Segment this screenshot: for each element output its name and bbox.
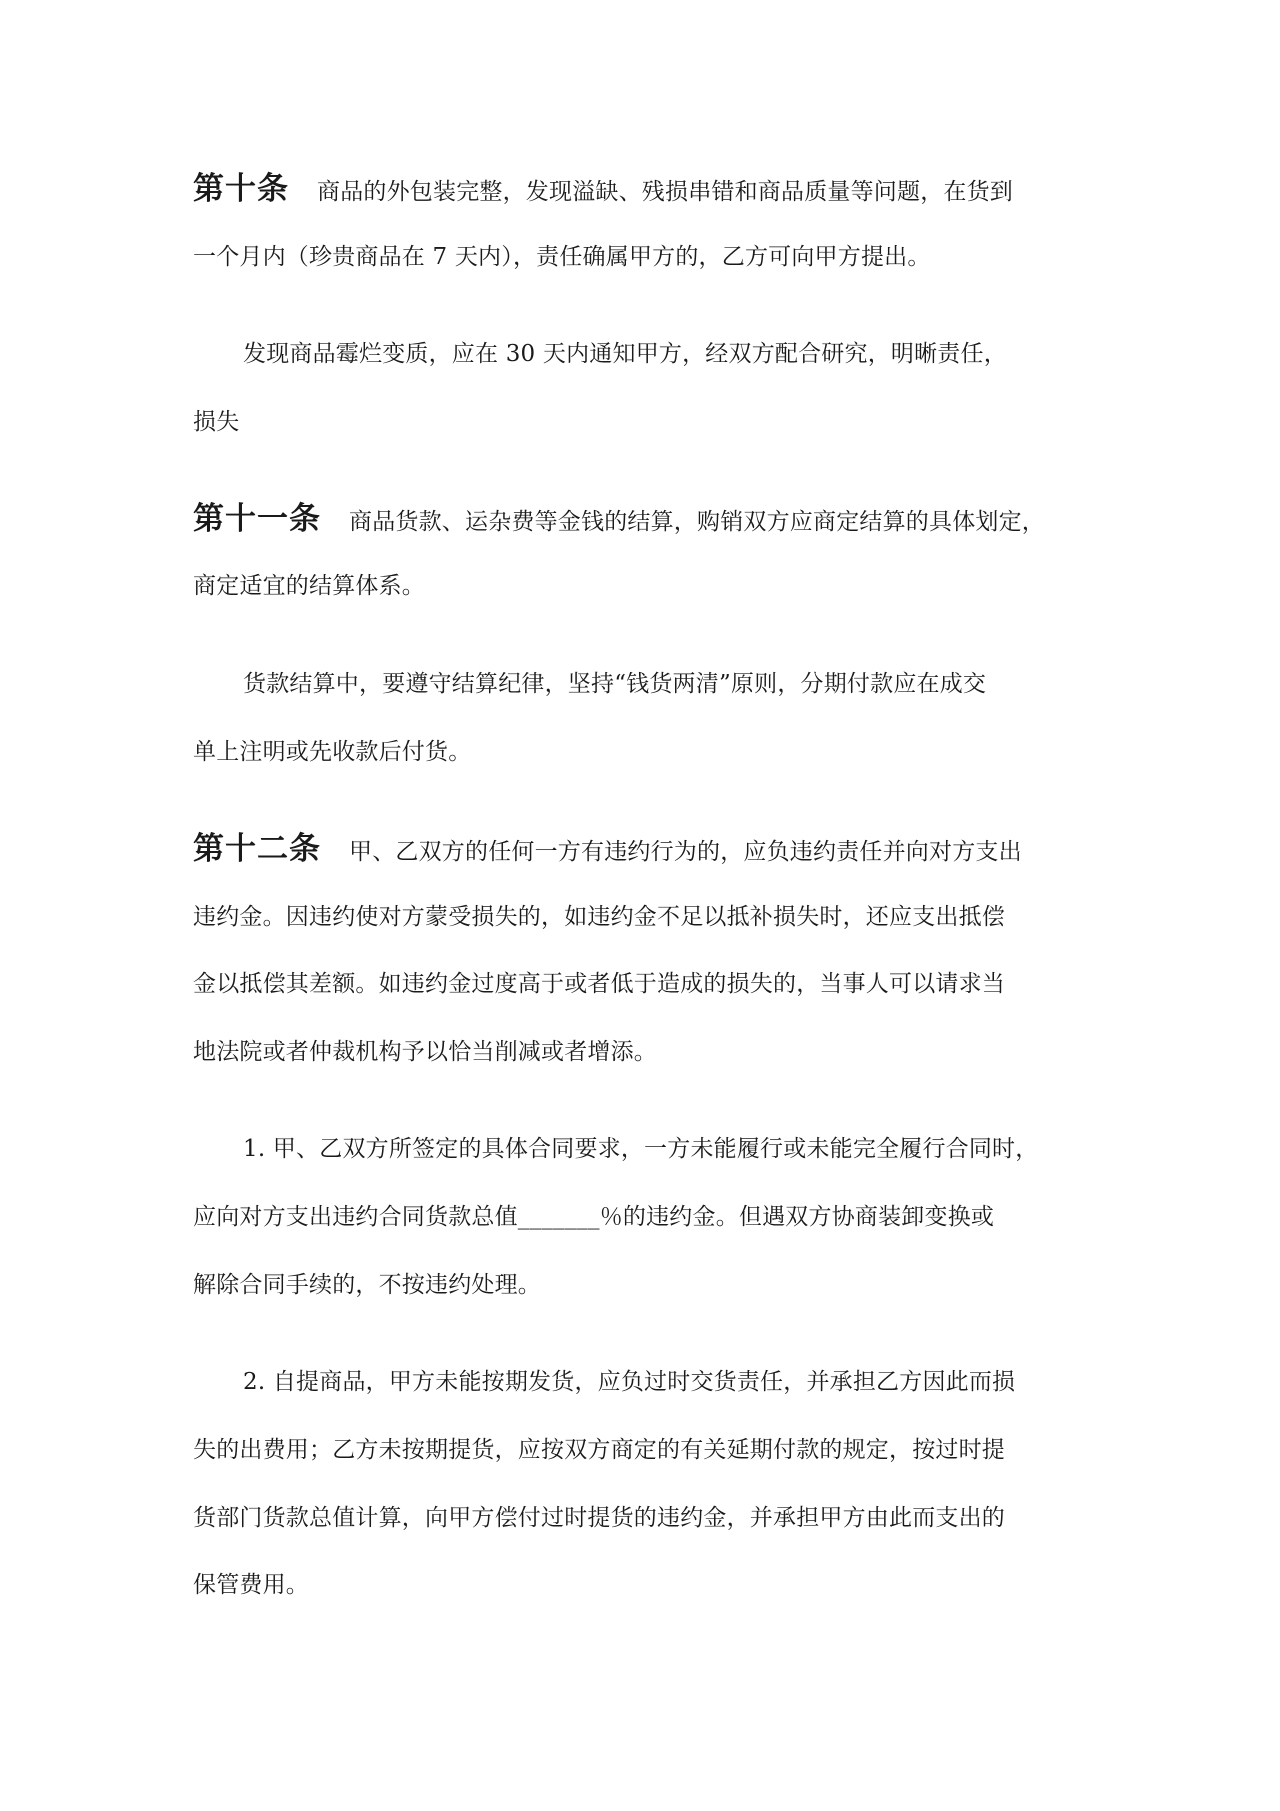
article-12-item-1-line-3: 解除合同手续的，不按违约处理。 — [193, 1272, 541, 1298]
article-12-text-3: 金以抵偿其差额。如违约金过度高于或者低于造成的损失的，当事人可以请求当 — [193, 971, 1005, 997]
article-12-item-1-line-2: 应向对方支出违约合同货款总值_______％的违约金。但遇双方协商装卸变换或 — [193, 1204, 995, 1230]
article-10-heading: 第十条 — [193, 171, 289, 207]
article-12-line-1 — [193, 832, 1093, 869]
article-10-text-1: 商品的外包装完整，发现溢缺、残损串错和商品质量等问题，在货到 — [317, 179, 1013, 205]
article-12-item-2-line-2: 失的出费用；乙方未按期提货，应按双方商定的有关延期付款的规定，按过时提 — [193, 1437, 1005, 1463]
article-12-text-4: 地法院或者仲裁机构予以恰当削减或者增添。 — [193, 1039, 657, 1065]
article-11-text-1: 商品货款、运杂费等金钱的结算，购销双方应商定结算的具体划定， — [349, 509, 1045, 535]
article-12-item-2-line-1: 2. 自提商品，甲方未能按期发货，应负过时交货责任，并承担乙方因此而损 — [243, 1369, 1016, 1395]
article-10-line-1 — [193, 172, 1093, 209]
article-10-para2-line-2: 损失 — [193, 409, 240, 435]
article-10-text-2: 一个月内（珍贵商品在 7 天内），责任确属甲方的，乙方可向甲方提出。 — [193, 244, 931, 270]
article-12-item-1-line-1: 1. 甲、乙双方所签定的具体合同要求，一方未能履行或未能完全履行合同时， — [243, 1136, 1039, 1162]
article-10-para2-line-1: 发现商品霉烂变质，应在 30 天内通知甲方，经双方配合研究，明晰责任， — [243, 341, 1007, 367]
article-12-heading: 第十二条 — [193, 831, 321, 867]
article-11-line-1 — [193, 502, 1093, 539]
article-12-text-2: 违约金。因违约使对方蒙受损失的，如违约金不足以抵补损失时，还应支出抵偿 — [193, 904, 1005, 930]
article-11-para2-line-1: 货款结算中，要遵守结算纪律，坚持“钱货两清”原则，分期付款应在成交 — [243, 671, 987, 697]
article-12-item-2-line-3: 货部门货款总值计算，向甲方偿付过时提货的违约金，并承担甲方由此而支出的 — [193, 1505, 1005, 1531]
article-11-heading: 第十一条 — [193, 501, 321, 537]
article-12-text-1: 甲、乙双方的任何一方有违约行为的，应负违约责任并向对方支出 — [349, 839, 1022, 865]
article-12-item-2-line-4: 保管费用。 — [193, 1572, 309, 1598]
article-11-text-2: 商定适宜的结算体系。 — [193, 573, 425, 599]
article-11-para2-line-2: 单上注明或先收款后付货。 — [193, 739, 472, 765]
